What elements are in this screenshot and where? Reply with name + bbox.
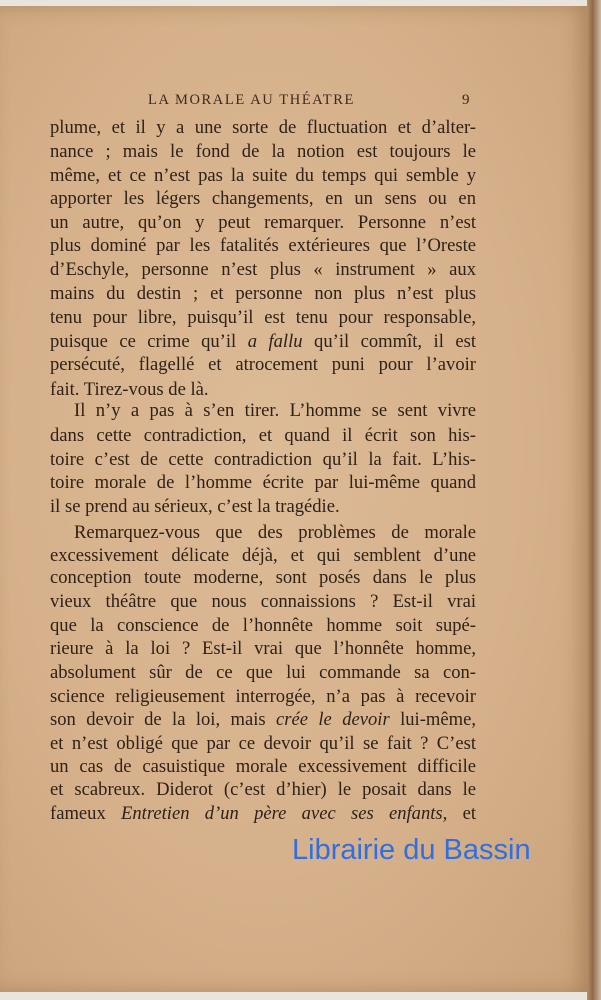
text-segment: même, et ce n’est pas la suite du temps qui semble y <box>50 165 476 186</box>
text-segment: excessivement délicate déjà, et qui semblent d’une <box>50 545 476 566</box>
text-segment: et n’est obligé que par ce devoir qu’il se fait ? C’est <box>50 733 476 754</box>
text-segment: mains du destin ; et personne non plus n’est plus <box>50 283 476 304</box>
text-segment: rieure à la loi ? Est-il vrai que l’honnête homme, <box>50 638 476 659</box>
text-line <box>50 662 476 684</box>
text-segment: fait. Tirez-vous de là. <box>50 379 209 400</box>
text-segment: conception toute moderne, sont posés dans le plus <box>50 567 476 588</box>
text-segment: apporter les légers changements, en un sens ou en <box>50 188 476 209</box>
text-line <box>50 686 476 708</box>
text-line <box>50 591 476 613</box>
watermark: Librairie du Bassin <box>292 834 531 866</box>
text-segment: plume, et il y a une sorte de fluctuation et d’alter- <box>50 117 476 138</box>
text-line <box>50 545 476 567</box>
text-segment: Remarquez-vous que des problèmes de morale <box>74 522 476 543</box>
text-line <box>50 522 476 544</box>
text-segment: d’Eschyle, personne n’est plus « instrument » aux <box>50 259 476 280</box>
text-segment: dans cette contradiction, et quand il écrit son his- <box>50 425 476 446</box>
text-segment: tenu pour libre, puisqu’il est tenu pour responsable, <box>50 307 476 328</box>
text-line <box>50 449 476 471</box>
text-line <box>50 472 476 494</box>
text-segment: que la conscience de l’honnête homme soit supé- <box>50 615 476 636</box>
text-line <box>50 425 476 447</box>
text-line <box>50 354 476 376</box>
text-line <box>50 117 476 139</box>
text-segment: fameux <box>50 803 122 824</box>
text-line <box>50 709 476 731</box>
text-line <box>50 141 476 163</box>
text-segment: lui-même, <box>389 709 476 730</box>
text-line <box>50 188 476 210</box>
text-segment: toire c’est de cette contradiction qu’il la fait. L’his- <box>50 449 476 470</box>
text-segment: toire morale de l’homme écrite par lui-même quand <box>50 472 476 493</box>
italic-text: crée le devoir <box>276 709 390 730</box>
text-line <box>50 307 476 329</box>
text-segment: nance ; mais le fond de la notion est toujours le <box>50 141 476 162</box>
text-line <box>50 615 476 637</box>
text-line <box>50 379 476 401</box>
text-segment: Il n’y a pas à s’en tirer. L’homme se sent vivre <box>74 400 476 421</box>
text-segment: puisque ce crime qu’il <box>50 331 248 352</box>
text-segment: plus dominé par les fatalités extérieures que l’Oreste <box>50 235 476 256</box>
page-number: 9 <box>462 92 470 108</box>
text-line <box>50 283 476 305</box>
text-segment: persécuté, flagellé et atrocement puni pour l’avoir <box>50 354 476 375</box>
text-segment: un autre, qu’on y peut remarquer. Personne n’est <box>50 212 476 233</box>
text-line <box>50 259 476 281</box>
text-line <box>50 212 476 234</box>
running-title: LA MORALE AU THÉATRE <box>148 92 355 108</box>
text-line <box>50 400 476 422</box>
text-line <box>50 567 476 589</box>
text-segment: absolument sûr de ce que lui commande sa con- <box>50 662 476 683</box>
text-segment: vieux théâtre que nous connaissions ? Est-il vrai <box>50 591 476 612</box>
text-line <box>50 756 476 778</box>
text-segment: qu’il commît, il est <box>302 331 477 352</box>
text-line <box>50 733 476 755</box>
italic-text: Entretien d’un père avec ses enfants, <box>121 803 448 824</box>
text-line <box>50 638 476 660</box>
text-segment: science religieusement interrogée, n’a pas à recevoir <box>50 686 476 707</box>
italic-text: a fallu <box>247 331 303 352</box>
text-line <box>50 803 476 825</box>
page-edges <box>587 0 601 1000</box>
text-line <box>50 235 476 257</box>
text-line <box>50 165 476 187</box>
text-segment: un cas de casuistique morale excessivement difficile <box>50 756 476 777</box>
text-line <box>50 331 476 353</box>
text-segment: il se prend au sérieux, c’est la tragédie. <box>50 496 340 517</box>
text-segment: et <box>447 803 476 824</box>
text-line <box>50 779 476 801</box>
text-line <box>50 496 476 518</box>
text-segment: son devoir de la loi, mais <box>50 709 277 730</box>
text-segment: et scabreux. Diderot (c’est d’hier) le posait dans le <box>50 779 476 800</box>
